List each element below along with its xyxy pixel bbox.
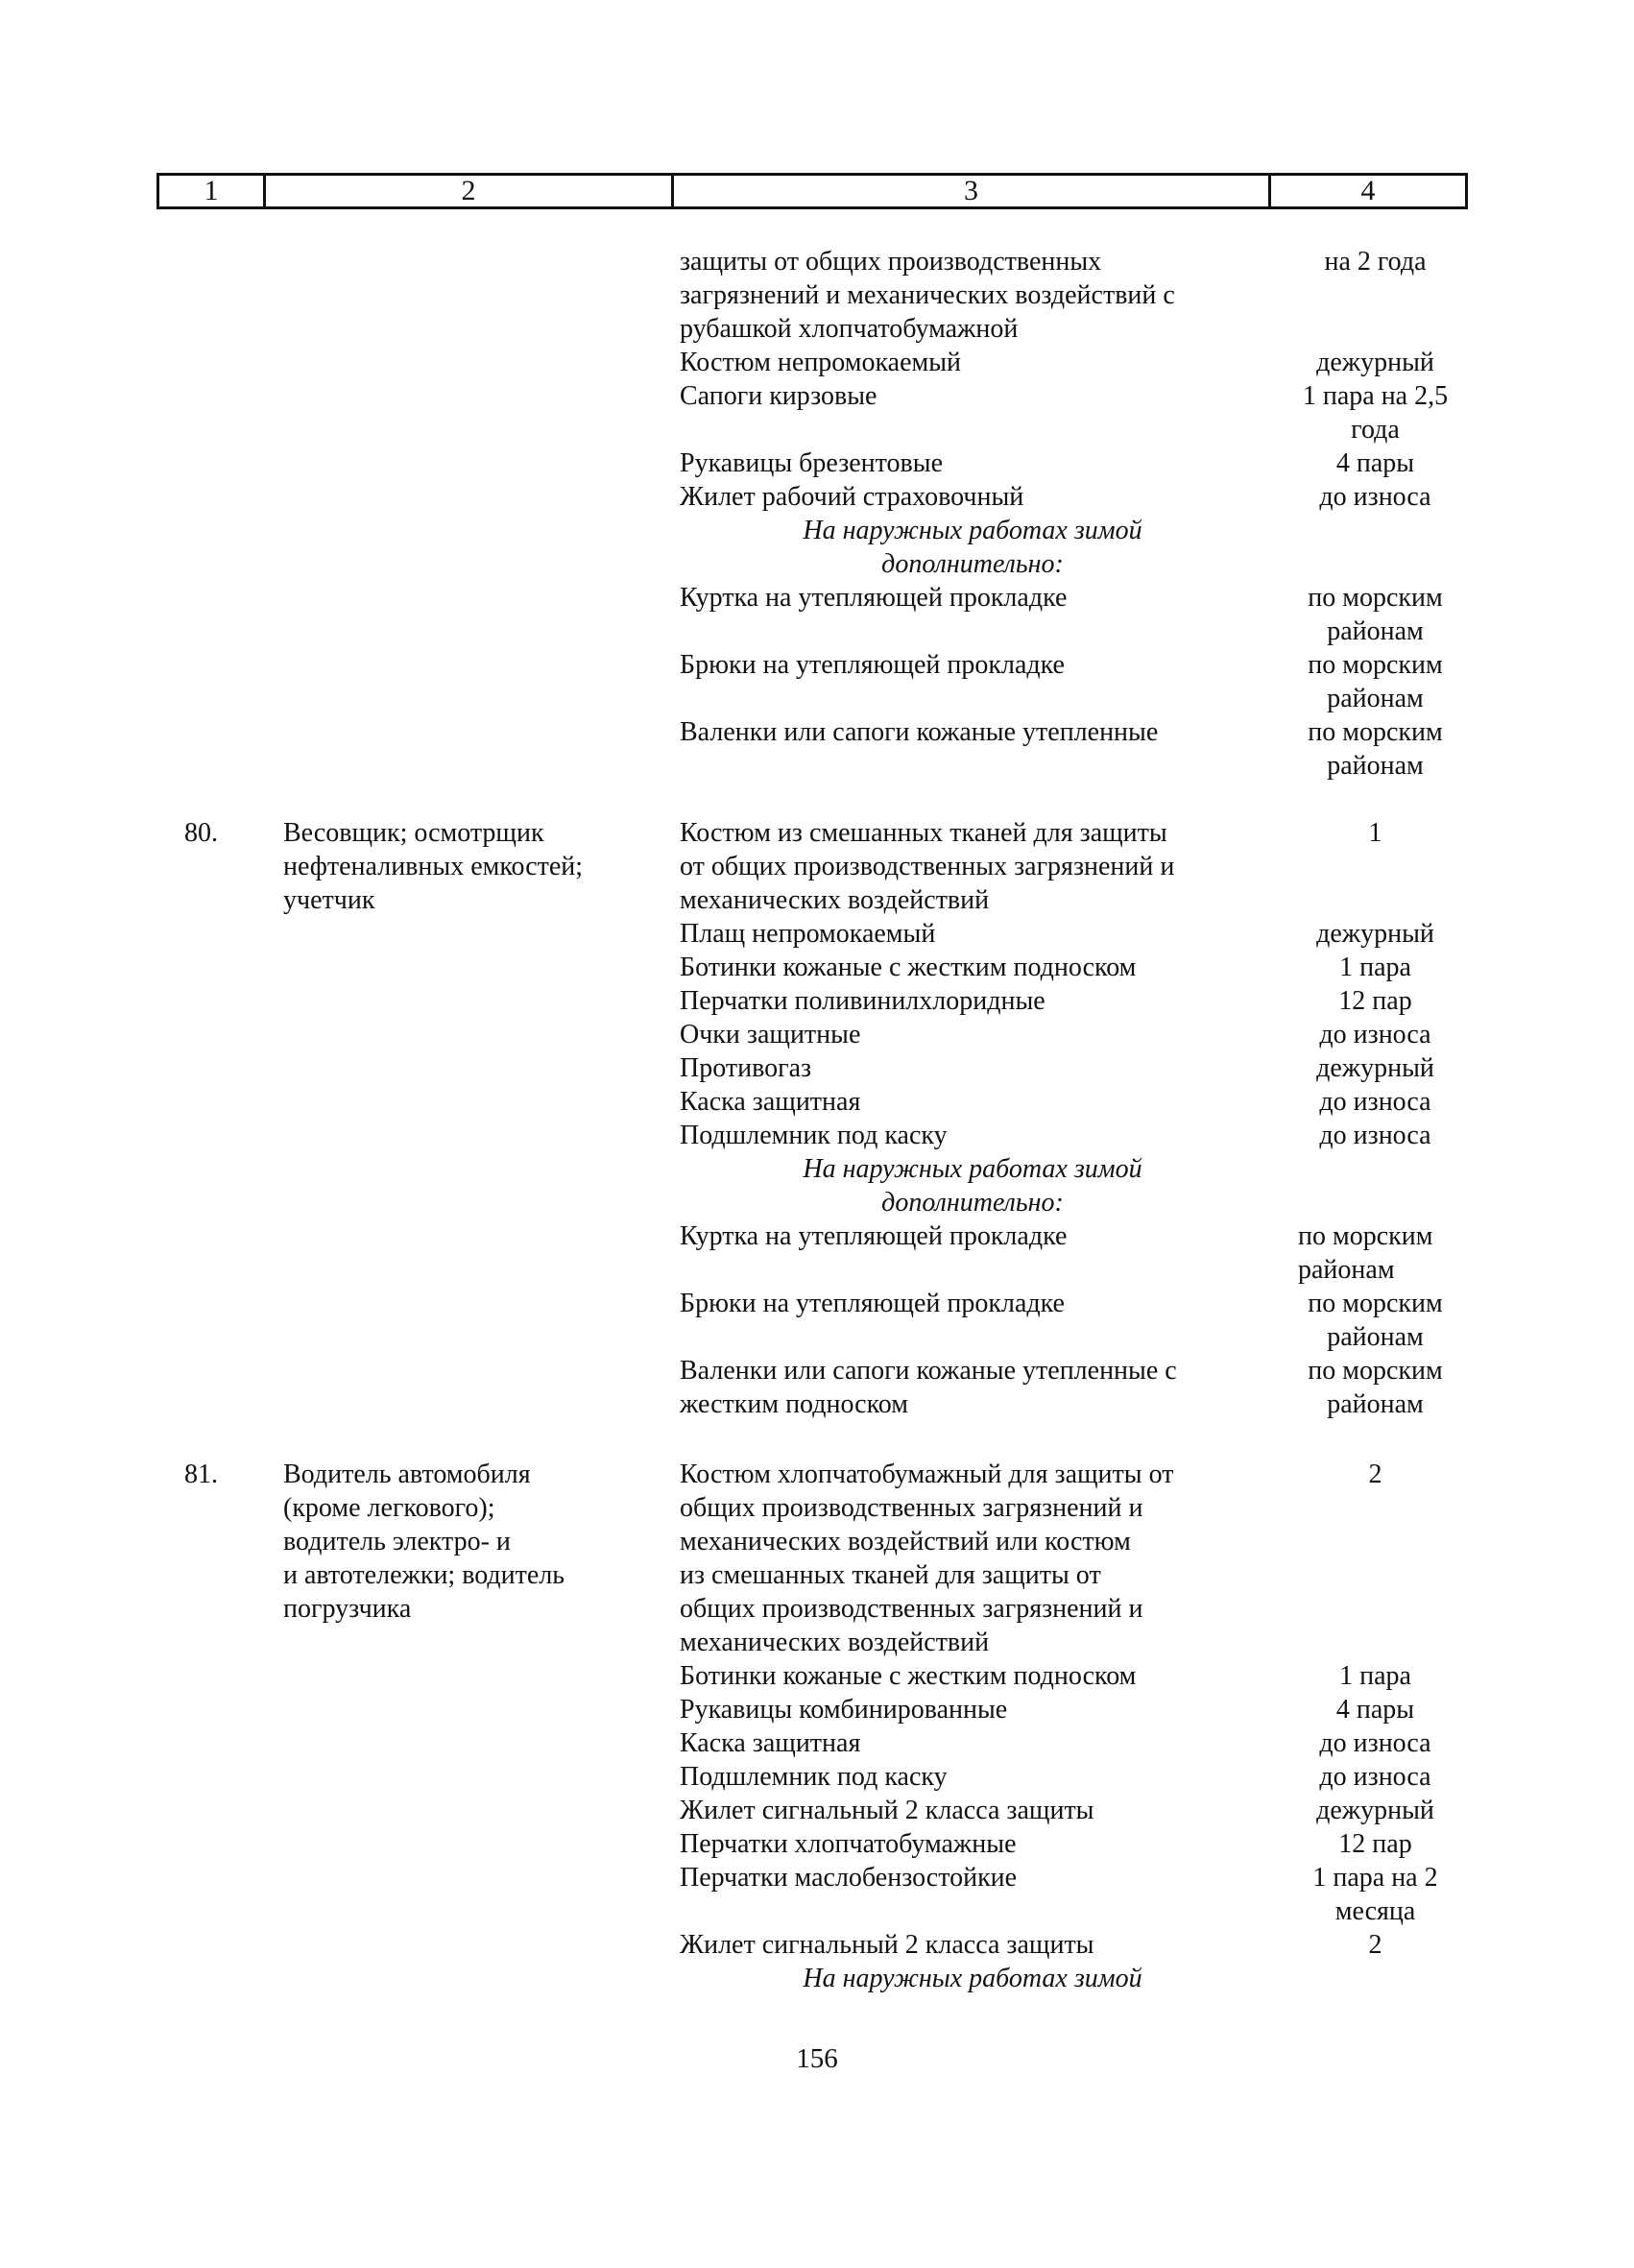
item-text: Каска защитная	[680, 1087, 861, 1117]
norm-text: 12 пар	[1338, 1829, 1412, 1859]
winter-note-text: дополнительно:	[881, 549, 1064, 579]
table-row	[0, 1693, 1634, 1726]
item-text: Ботинки кожаные с жестким подноском	[680, 1661, 1137, 1691]
winter-note	[0, 1186, 1634, 1219]
norm-text: районам	[1327, 1389, 1424, 1419]
table-header-col-2	[263, 173, 671, 209]
profession-text: водитель электро- и	[283, 1527, 511, 1556]
table-row	[0, 1219, 1634, 1253]
item-text: Перчатки поливинилхлоридные	[680, 986, 1045, 1016]
table-row	[0, 1491, 1634, 1525]
norm-text: по морским	[1308, 650, 1443, 680]
norm-text: районам	[1298, 1255, 1395, 1285]
norm-text: районам	[1327, 616, 1424, 646]
table-row	[0, 984, 1634, 1018]
header-label: 2	[461, 175, 476, 206]
profession-text: погрузчика	[283, 1594, 412, 1624]
item-text: Перчатки хлопчатобумажные	[680, 1829, 1017, 1859]
norm-text: дежурный	[1316, 348, 1434, 377]
table-row	[0, 1928, 1634, 1962]
table-row	[0, 312, 1634, 346]
item-text: Плащ непромокаемый	[680, 919, 936, 949]
table-row	[0, 379, 1634, 413]
table-row	[0, 413, 1634, 446]
table-row	[0, 1827, 1634, 1861]
norm-text: по морским	[1308, 717, 1443, 747]
profession-text: и автотележки; водитель	[283, 1560, 565, 1590]
norm-text: районам	[1327, 1322, 1424, 1352]
item-text: механических воздействий	[680, 1628, 990, 1657]
item-text: Валенки или сапоги кожаные утепленные	[680, 717, 1159, 747]
item-text: Рукавицы комбинированные	[680, 1695, 1008, 1725]
norm-text: 1 пара	[1339, 1661, 1411, 1691]
table-row	[0, 1626, 1634, 1659]
norm-text: месяца	[1334, 1896, 1416, 1926]
norm-text: по морским	[1298, 1221, 1433, 1251]
item-text: Костюм непромокаемый	[680, 348, 962, 377]
norm-text: дежурный	[1316, 1053, 1434, 1083]
item-text: Подшлемник под каску	[680, 1762, 948, 1792]
norm-text: по морским	[1308, 583, 1443, 613]
profession-text: учетчик	[283, 885, 375, 915]
item-text: механических воздействий или костюм	[680, 1527, 1131, 1556]
winter-note-text: На наружных работах зимой	[803, 1154, 1142, 1184]
norm-text: 2	[1368, 1930, 1382, 1960]
norm-text: 4 пары	[1335, 1695, 1415, 1725]
entry-number: 80.	[184, 818, 218, 848]
item-text: Брюки на утепляющей прокладке	[680, 650, 1065, 680]
profession-text: Весовщик; осмотрщик	[283, 818, 544, 848]
item-text: жестким подноском	[680, 1389, 908, 1419]
norm-text: до износа	[1319, 482, 1431, 512]
table-row	[0, 1458, 1634, 1491]
table-row	[0, 951, 1634, 984]
table-row	[0, 480, 1634, 514]
table-row	[0, 1119, 1634, 1152]
norm-text: районам	[1327, 751, 1424, 781]
table-row	[0, 917, 1634, 951]
table-header-col-4	[1268, 173, 1468, 209]
table-row	[0, 1558, 1634, 1592]
norm-text: 1 пара на 2,5	[1302, 381, 1449, 411]
norm-text: 1 пара	[1339, 953, 1411, 982]
item-text: механических воздействий	[680, 885, 990, 915]
profession-text: (кроме легкового);	[283, 1493, 495, 1523]
item-text: Жилет рабочий страховочный	[680, 482, 1024, 512]
item-text: Сапоги кирзовые	[680, 381, 877, 411]
item-text: Костюм из смешанных тканей для защиты	[680, 818, 1167, 848]
table-row	[0, 1253, 1634, 1287]
item-text: из смешанных тканей для защиты от	[680, 1560, 1101, 1590]
page-number: 156	[796, 2043, 838, 2074]
item-text: Очки защитные	[680, 1020, 861, 1050]
item-text: Каска защитная	[680, 1728, 861, 1758]
item-text: Ботинки кожаные с жестким подноском	[680, 953, 1137, 982]
item-text: защиты от общих производственных	[680, 247, 1102, 277]
norm-text: до износа	[1319, 1020, 1431, 1050]
table-row	[0, 749, 1634, 783]
table-row	[0, 883, 1634, 917]
header-label: 1	[204, 175, 219, 206]
norm-text: дежурный	[1316, 919, 1434, 949]
table-row	[0, 715, 1634, 749]
table-row	[0, 1320, 1634, 1354]
norm-text: до износа	[1319, 1762, 1431, 1792]
table-row	[0, 850, 1634, 883]
table-row	[0, 446, 1634, 480]
table-row	[0, 615, 1634, 648]
item-text: Куртка на утепляющей прокладке	[680, 583, 1068, 613]
table-row	[0, 245, 1634, 278]
winter-note-text: На наружных работах зимой	[803, 1964, 1142, 1993]
table-row	[0, 1525, 1634, 1558]
table-row	[0, 1794, 1634, 1827]
item-text: Жилет сигнальный 2 класса защиты	[680, 1930, 1094, 1960]
item-text: рубашкой хлопчатобумажной	[680, 314, 1019, 344]
profession-text: нефтеналивных емкостей;	[283, 852, 584, 881]
item-text: загрязнений и механических воздействий с	[680, 280, 1175, 310]
table-row	[0, 1051, 1634, 1085]
norm-text: по морским	[1308, 1289, 1443, 1318]
table-header-col-1	[156, 173, 263, 209]
item-text: Противогаз	[680, 1053, 812, 1083]
item-text: Рукавицы брезентовые	[680, 448, 943, 478]
norm-text: дежурный	[1316, 1796, 1434, 1825]
table-row	[0, 1018, 1634, 1051]
table-row	[0, 1085, 1634, 1119]
table-row	[0, 1726, 1634, 1760]
winter-note	[0, 1962, 1634, 1995]
entry-number: 81.	[184, 1460, 218, 1489]
winter-note-text: На наружных работах зимой	[803, 516, 1142, 545]
item-text: Перчатки маслобензостойкие	[680, 1863, 1018, 1893]
table-row	[0, 1894, 1634, 1928]
table-row	[0, 346, 1634, 379]
norm-text: до износа	[1319, 1087, 1431, 1117]
header-label: 3	[964, 175, 978, 206]
table-row	[0, 1354, 1634, 1387]
item-text: Валенки или сапоги кожаные утепленные с	[680, 1356, 1177, 1386]
norm-text: районам	[1327, 684, 1424, 713]
table-row	[0, 816, 1634, 850]
norm-text: по морским	[1308, 1356, 1443, 1386]
winter-note	[0, 1152, 1634, 1186]
table-row	[0, 1287, 1634, 1320]
norm-text: до износа	[1319, 1121, 1431, 1150]
profession-text: Водитель автомобиля	[283, 1460, 531, 1489]
table-row	[0, 1760, 1634, 1794]
item-text: Костюм хлопчатобумажный для защиты от	[680, 1460, 1174, 1489]
item-text: общих производственных загрязнений и	[680, 1594, 1143, 1624]
table-row	[0, 278, 1634, 312]
item-text: Подшлемник под каску	[680, 1121, 948, 1150]
header-label: 4	[1360, 175, 1376, 206]
winter-note	[0, 514, 1634, 547]
norm-text: на 2 года	[1324, 247, 1427, 277]
table-row	[0, 581, 1634, 615]
norm-text: 1 пара на 2	[1312, 1863, 1438, 1893]
table-row	[0, 1861, 1634, 1894]
table-header-col-3	[671, 173, 1268, 209]
item-text: Жилет сигнальный 2 класса защиты	[680, 1796, 1094, 1825]
norm-text: года	[1351, 415, 1400, 445]
winter-note	[0, 547, 1634, 581]
norm-text: 1	[1368, 818, 1382, 848]
item-text: общих производственных загрязнений и	[680, 1493, 1143, 1523]
table-row	[0, 1592, 1634, 1626]
table-row	[0, 682, 1634, 715]
item-text: от общих производственных загрязнений и	[680, 852, 1175, 881]
table-row	[0, 648, 1634, 682]
table-row	[0, 1387, 1634, 1421]
norm-text: 12 пар	[1338, 986, 1412, 1016]
table-row	[0, 1659, 1634, 1693]
norm-text: 4 пары	[1335, 448, 1415, 478]
item-text: Брюки на утепляющей прокладке	[680, 1289, 1065, 1318]
norm-text: до износа	[1319, 1728, 1431, 1758]
item-text: Куртка на утепляющей прокладке	[680, 1221, 1068, 1251]
winter-note-text: дополнительно:	[881, 1188, 1064, 1218]
norm-text: 2	[1368, 1460, 1382, 1489]
